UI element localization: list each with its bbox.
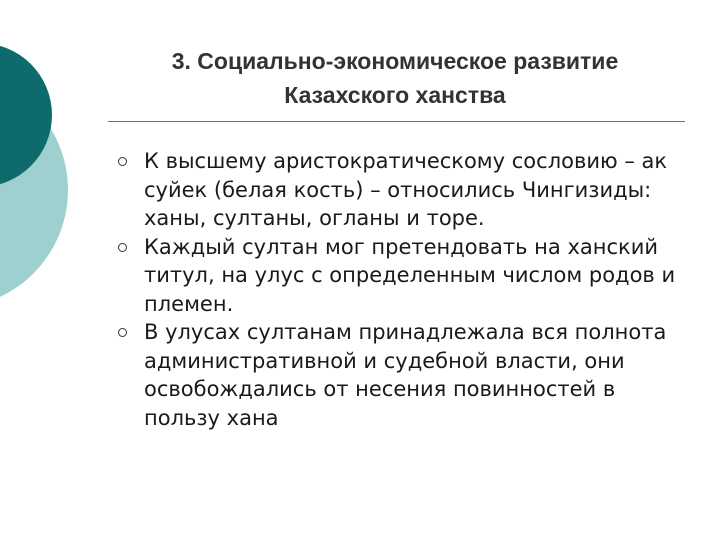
- title-line-2: Казахского ханства: [284, 82, 506, 108]
- decorative-circles: [0, 0, 110, 320]
- bullet-text: В улусах султанам принадлежала вся полнота административной и судебной власти, они освобождались от несения повинностей в пользу хана: [144, 320, 667, 430]
- hollow-circle-bullet-icon: [118, 243, 127, 252]
- bullet-text: К высшему аристократическому сословию – ак суйек (белая кость) – относились Чингизиды: ханы, султаны, огланы и торе.: [144, 149, 668, 230]
- bullet-text: Каждый султан мог претендовать на ханский титул, на улус с определенным числом родов и племен.: [144, 234, 676, 316]
- title-line-1: 3. Социально-экономическое развитие: [171, 48, 619, 74]
- title-divider: [108, 121, 685, 122]
- hollow-circle-bullet-icon: [118, 157, 127, 166]
- bullet-list: [116, 147, 696, 432]
- bullet-item: [116, 147, 696, 233]
- hollow-circle-bullet-icon: [118, 328, 127, 337]
- bullet-item: [116, 318, 696, 432]
- slide-title: [100, 44, 690, 112]
- bullet-item: [116, 233, 696, 319]
